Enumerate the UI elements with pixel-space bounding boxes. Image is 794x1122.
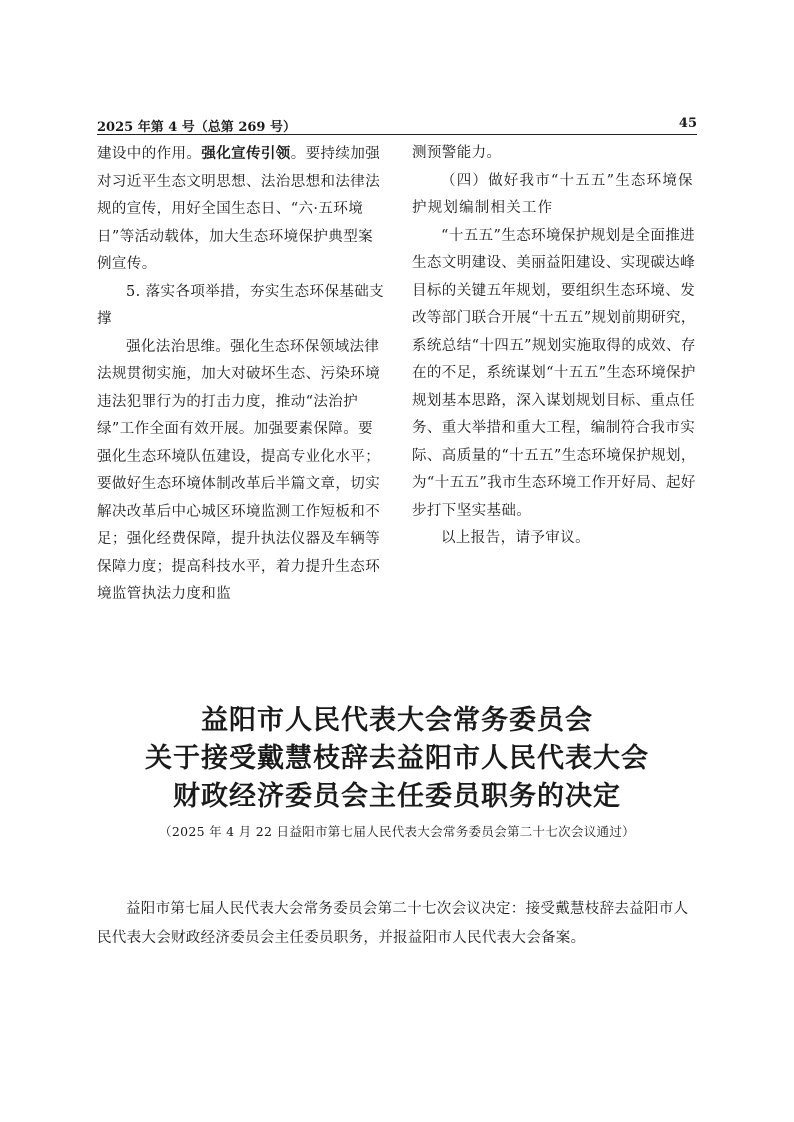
decision-paragraph: 益阳市第七届人民代表大会常务委员会第二十七次会议决定：接受戴慧枝辞去益阳市人民代表大会财政经济委员会主任委员职务，并报益阳市人民代表大会备案。 xyxy=(97,901,689,946)
right-column xyxy=(412,140,702,553)
right-paragraph-3: 以上报告，请予审议。 xyxy=(441,530,590,546)
left-column xyxy=(97,140,385,609)
header-rule xyxy=(97,134,697,135)
meeting-note: （2025 年 4 月 22 日益阳市第七届人民代表大会常务委员会第二十七次会议通过） xyxy=(159,824,635,839)
left-p1-rest: 。要持续加强对习近平生态文明思想、法治思想和法律法规的宣传，用好全国生态日、“六·五环境日”等活动载体，加大生态环境保护典型案例宣传。 xyxy=(97,146,381,272)
section-heading-5: 5. 落实各项举措，夯实生态环保基础支撑 xyxy=(97,283,385,327)
left-paragraph-2: 强化法治思维。强化生态环保领域法律法规贯彻实施，加大对破坏生态、污染环境违法犯罪行为的打击力度，推动“法治护绿”工作全面有效开展。加强要素保障。要强化生态环境队伍建设，提高专业化水平；要做好生态环境体制改革后半篇文章，切实解决改革后中心城区环境监测工作短板和不足；强化经费保障，提升执法仪器及车辆等保障力度；提高科技水平，着力提升生态环境监管执法力度和监 xyxy=(97,338,381,602)
right-paragraph-2: “十五五”生态环境保护规划是全面推进生态文明建设、美丽益阳建设、实现碳达峰目标的关键五年规划，要组织生态环境、发改等部门联合开展“十五五”规划前期研究，系统总结“十四五”规划实施取得的成效、存在的不足，系统谋划“十五五”生态环境保护规划基本思路，深入谋划规划目标、重点任务、重大举措和重大工程，编制符合我市实际、高质量的“十五五”生态环境保护规划，为“十五五”我市生态环境工作开好局、起好步打下坚实基础。 xyxy=(412,227,696,519)
decision-title-line-1: 益阳市人民代表大会常务委员会 xyxy=(201,705,593,736)
decision-title xyxy=(0,702,794,816)
left-p1-text: 建设中的作用。 xyxy=(97,146,202,162)
page-header xyxy=(97,116,697,134)
issue-label: 2025 年第 4 号（总第 269 号） xyxy=(97,120,296,135)
page-number: 45 xyxy=(678,116,697,131)
left-p1-bold: 强化宣传引领 xyxy=(201,145,291,162)
section-heading-4: （四）做好我市“十五五”生态环境保护规划编制相关工作 xyxy=(412,172,694,216)
decision-title-line-3: 财政经济委员会主任委员职务的决定 xyxy=(173,781,621,812)
right-paragraph-1: 测预警能力。 xyxy=(412,145,502,161)
left-paragraph-1 xyxy=(97,140,385,279)
decision-body xyxy=(97,895,702,953)
decision-title-line-2: 关于接受戴慧枝辞去益阳市人民代表大会 xyxy=(145,743,649,774)
